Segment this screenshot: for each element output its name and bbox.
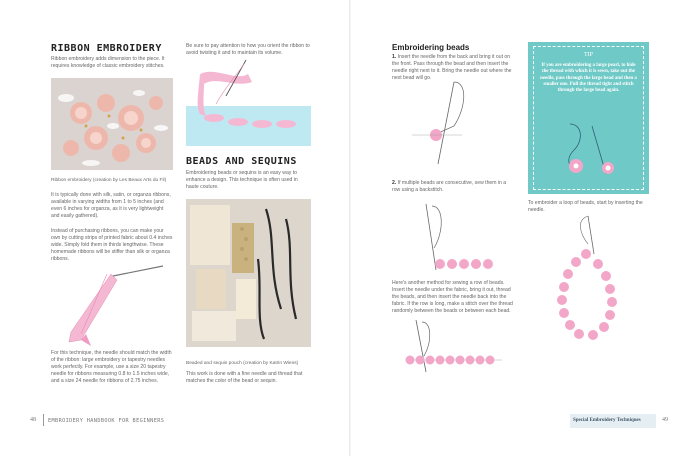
ribbon-photo-caption: Ribbon embroidery (creation by Les Beaux Arts du Fil) [51,178,167,183]
ribbon-orientation-text: Be sure to pay attention to how you orient the ribbon to avoid twisting it and to maintain its volume. [186,43,310,56]
beads-sequins-title: BEADS AND SEQUINS [186,156,297,167]
needle-size-text: For this technique, the needle should match the width of the ribbon: large embroidery or tapestry needles work perfectly. For example, use a size 20 tapestry needle for ribbons measuring 0.8 to 1.5 inches wide, and a size 24 needle for ribbons of 2.75 inches. [51,350,172,384]
beads-paragraph-1: This work is done with a fine needle and thread that matches the color of the bead or sequin. [186,371,303,384]
ribbon-embroidery-title: RIBBON EMBROIDERY [51,43,162,54]
beaded-pouch-photo [186,199,311,347]
bead-row-method-text: Here's another method for sewing a row of beads. Insert the needle under the fabric, bring it out, thread the beads, and then insert the needle back into the fabric. If the row is long, make a stitch over the thread randomly between the beads or between each bead. [392,280,513,314]
step-1-number: 1. [392,54,397,60]
footer-divider [43,414,44,426]
step-2-diagram [392,198,514,274]
ribbon-needle-illustration [51,262,173,348]
running-title: EMBROIDERY HANDBOOK FOR BEGINNERS [48,418,165,424]
tip-text: If you are embroidering a large pearl, to hide the thread with which it is sewn, take out the needle, pass through the large bead and then a smaller one. Pull the thread tight and stitch through the large bead again. [540,63,637,94]
section-tab-label: Special Embroidery Techniques [573,418,641,423]
beads-intro-text: Embroidering beads or sequins is an easy way to enhance a design. This technique is often used in haute couture. [186,170,298,190]
ribbon-paragraph-1: It is typically done with silk, satin, or organza ribbons, available in varying widths from 1 to 5 inches (and even 6 inches for organza, as it is very lightweight and easily gathered). [51,192,171,219]
step-2-text: If multiple beads are consecutive, sew them in a row using a backstitch. [392,180,507,193]
loop-caption: To embroider a loop of beads, start by inserting the needle. [528,200,643,213]
step-1-diagram [392,78,514,168]
tip-title: TIP [584,52,593,58]
beaded-pouch-illustration [186,199,311,347]
ribbon-paragraph-2: Instead of purchasing ribbons, you can make your own by cutting strips of printed fabric about 0.4 inches wide. Simply fold them in thirds lengthwise. These homemade ribbons will be stiffer than silk or organza ribbons. [51,228,173,262]
step-1-text: Insert the needle from the back and bring it out on the front. Pass through the bead and then insert the needle right next to it. Bring the needle out where the next bead will go. [392,54,512,81]
large-pearl-diagram [560,120,620,180]
ribbon-stitch-diagram [186,56,311,146]
book-gutter [349,0,351,456]
bead-row-diagram [392,318,514,374]
right-page-number: 49 [662,417,668,423]
step-2-number: 2. [392,180,397,186]
bead-loop-diagram [540,214,640,374]
pouch-photo-caption: Beaded and sequin pouch (creation by Katrin Wiens) [186,361,299,366]
ribbon-intro-text: Ribbon embroidery adds dimension to the piece. It requires knowledge of classic embroidery stitches. [51,56,165,69]
ribbon-flowers-illustration [51,78,173,170]
ribbon-embroidery-photo [51,78,173,170]
embroidering-beads-heading: Embroidering beads [392,43,470,52]
left-page-number: 48 [30,417,36,423]
